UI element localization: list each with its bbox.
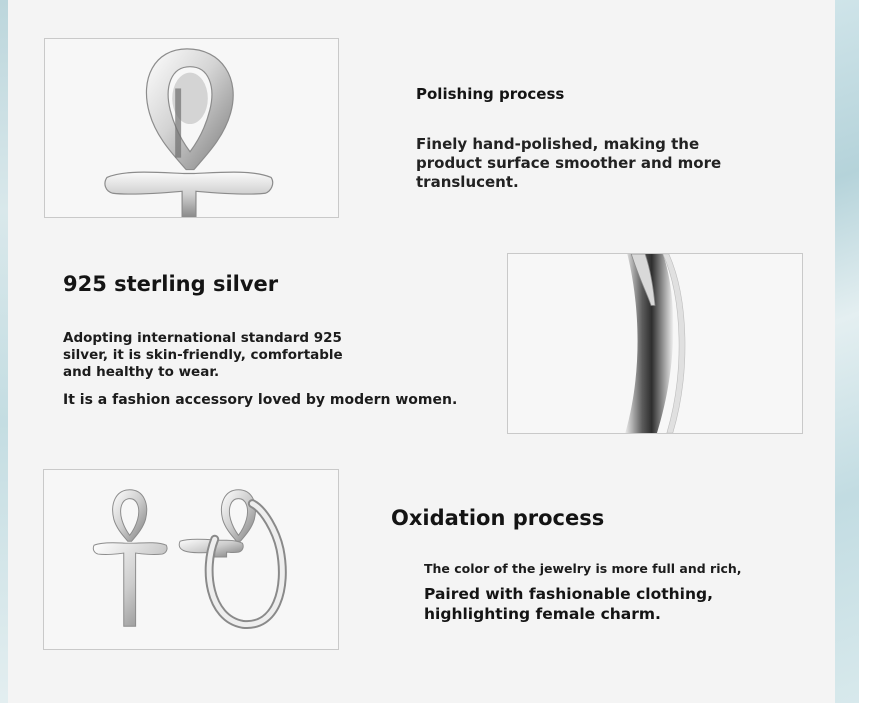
- hoop-closeup-icon: [508, 254, 802, 433]
- ankh-earring-pair-icon: [44, 470, 338, 649]
- silver-tagline: It is a fashion accessory loved by modern women.: [63, 392, 458, 408]
- oxidation-line-2: Paired with fashionable clothing, highlighting female charm.: [424, 585, 713, 623]
- ankh-closeup-photo: [44, 38, 339, 218]
- left-frame-strip: [0, 0, 8, 703]
- silver-title: 925 sterling silver: [63, 272, 279, 296]
- oxidation-title: Oxidation process: [391, 506, 605, 530]
- oxidation-line-1: The color of the jewelry is more full and rich,: [424, 561, 742, 576]
- polishing-description: Finely hand-polished, making the product surface smoother and more translucent.: [416, 135, 722, 191]
- right-frame-strip: [835, 0, 869, 703]
- polishing-title: Polishing process: [416, 85, 565, 103]
- ankh-earring-closeup-icon: [45, 39, 338, 217]
- hoop-closeup-photo: [507, 253, 803, 434]
- silver-description: Adopting international standard 925 silver, it is skin-friendly, comfortable and healthy to wear.: [63, 330, 343, 380]
- ankh-pair-photo: [43, 469, 339, 650]
